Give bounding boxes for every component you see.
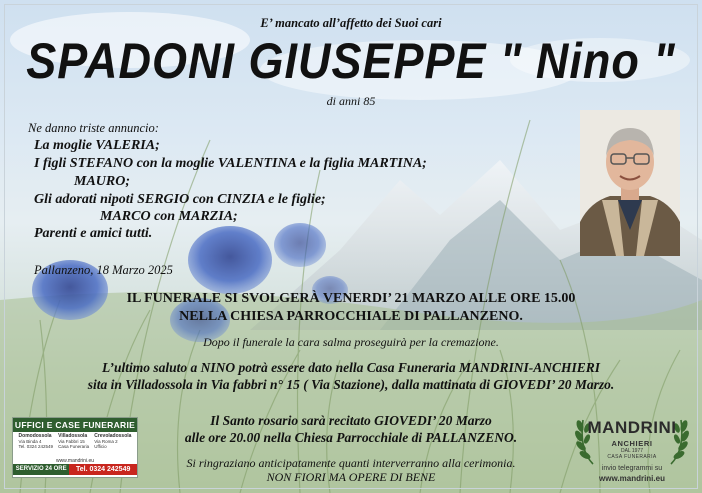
agency-website: www.mandrini.eu — [55, 458, 95, 464]
funeral-line-1: IL FUNERALE SI SVOLGERÀ VENERDI’ 21 MARZO ALLE ORE 15.00 — [126, 291, 576, 306]
office-name: Domodossola — [18, 433, 52, 439]
logo-sub: ANCHIERI — [611, 439, 653, 448]
rosary-line-2: alle ore 20.00 nella Chiesa Parrocchiale di PALLANZENO. — [184, 430, 518, 445]
cremation-note: Dopo il funerale la cara salma proseguirà per la cremazione. — [203, 335, 499, 349]
family-line-2: I figli STEFANO con la moglie VALENTINA e la figlia MARTINA; — [34, 156, 427, 171]
announcement-label: Ne danno triste annuncio: — [28, 121, 159, 135]
portrait-image — [580, 110, 680, 256]
family-line-5: MARCO con MARZIA; — [100, 209, 238, 224]
family-line-4: Gli adorati nipoti SERGIO con CINZIA e le figlie; — [34, 192, 326, 207]
mandrini-logo — [573, 410, 691, 486]
logo-site: www.mandrini.eu — [599, 474, 665, 483]
logo-type: CASA FUNERARIA — [607, 454, 657, 460]
agency-contact-bar — [13, 464, 137, 475]
office-line: Tel. 0324 242549 — [18, 444, 54, 449]
service-24h-label: SERVIZIO 24 ORE — [13, 464, 69, 475]
farewell-line-1: L’ultimo saluto a NINO potrà essere dato nella Casa Funeraria MANDRINI-ANCHIERI — [101, 360, 601, 375]
office-line: Via Binda 4 — [18, 439, 42, 444]
office-col — [19, 434, 54, 458]
office-line: Via Fabbri 15 — [58, 439, 85, 444]
deceased-photo — [580, 110, 680, 256]
office-col — [94, 434, 131, 458]
thanks-text: Si ringraziano anticipatamente quanti interverranno alla cerimonia. — [186, 456, 516, 470]
funeral-line-2: NELLA CHIESA PARROCCHIALE DI PALLANZENO. — [179, 309, 523, 324]
logo-since: DAL 1977 — [620, 448, 644, 454]
age-text: di anni 85 — [326, 94, 376, 108]
family-line-6: Parenti e amici tutti. — [34, 226, 153, 241]
farewell-line-2: sita in Villadossola in Via fabbri n° 15 ( Via Stazione), dalla mattinata di GIOVEDI’ 20 Marzo. — [87, 377, 615, 392]
agency-box-title: UFFICI E CASE FUNERARIE — [14, 420, 136, 430]
office-col — [58, 434, 89, 458]
office-line: Casa Funeraria — [58, 444, 90, 449]
agency-offices — [13, 432, 137, 458]
logo-brand: MANDRINI — [587, 418, 677, 437]
no-flowers-text: NON FIORI MA OPERE DI BENE — [266, 470, 436, 484]
deceased-name: SPADONI GIUSEPPE " Nino " — [26, 32, 676, 90]
intro-text: E’ mancato all’affetto dei Suoi cari — [260, 16, 442, 30]
office-name: Crevoladossola — [94, 433, 132, 439]
agency-info-box — [12, 417, 138, 478]
family-line-3: MAURO; — [74, 174, 131, 189]
logo-invio: invio telegrammi su — [601, 465, 663, 472]
office-line: Ufficio — [94, 444, 107, 449]
family-line-1: La moglie VALERIA; — [34, 138, 160, 153]
office-name: Villadossola — [58, 433, 88, 439]
office-line: Via Roma 2 — [94, 439, 118, 444]
agency-phone: Tel. 0324 242549 — [69, 464, 137, 475]
place-date: Pallanzeno, 18 Marzo 2025 — [34, 263, 173, 277]
rosary-line-1: Il Santo rosario sarà recitato GIOVEDI’ 20 Marzo — [210, 413, 492, 428]
